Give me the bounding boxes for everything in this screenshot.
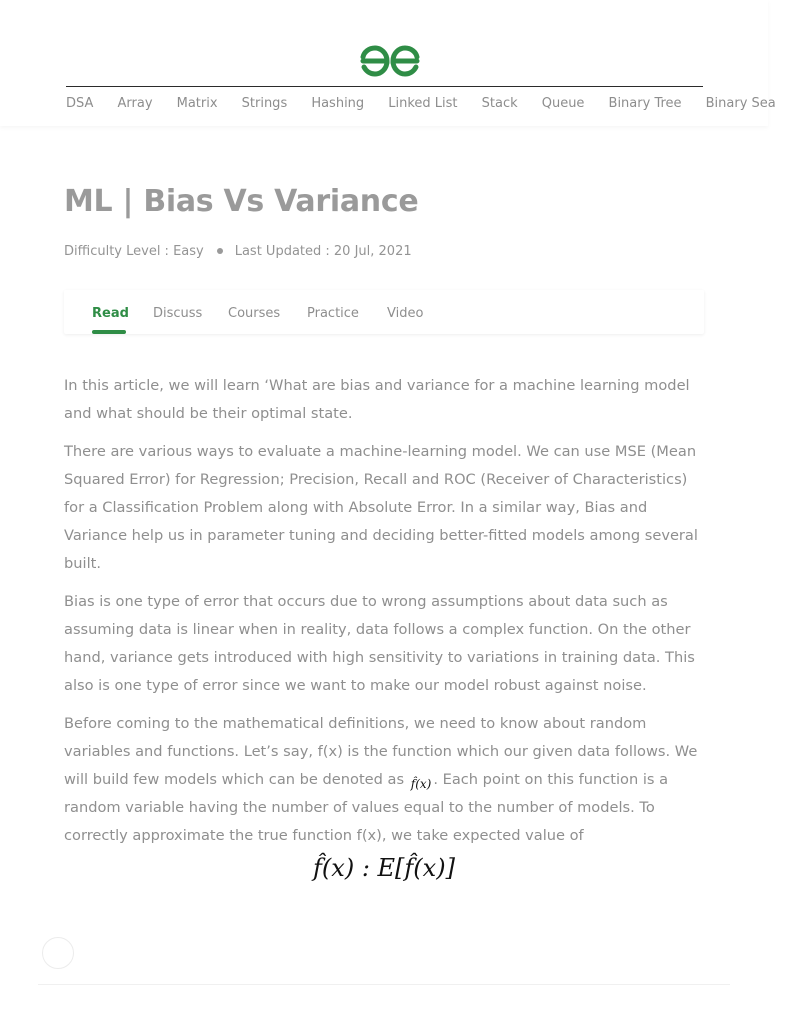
tab-courses[interactable]: Courses — [228, 306, 281, 321]
paragraph-intro: In this article, we will learn ‘What are bias and variance for a machine learning model and what should be their optimal state. — [64, 377, 690, 422]
difficulty-level: Difficulty Level : Easy — [64, 244, 204, 259]
header-divider — [66, 86, 703, 87]
paragraph-text-before: Before coming to the mathematical definitions, we need to know about random variables and functions. Let’s say, f(x) is the function which our given data follows. We will build few models which can be denoted as — [64, 715, 698, 788]
nav-item-linked-list[interactable]: Linked List — [388, 96, 458, 111]
meta-separator-dot — [217, 248, 223, 254]
footer-divider — [38, 984, 730, 985]
nav-item-matrix[interactable]: Matrix — [176, 96, 218, 111]
article-body — [64, 372, 708, 860]
nav-item-hashing[interactable]: Hashing — [311, 96, 365, 111]
topic-nav — [66, 92, 776, 118]
paragraph-evaluation: There are various ways to evaluate a machine-learning model. We can use MSE (Mean Squared Error) for Regression; Precision, Recall and ROC (Receiver of Characteristics) for a Classification Problem along with Absolute Error. In a similar way, Bias and Variance help us in parameter tuning and deciding better-fitted models among several built. — [64, 443, 698, 572]
article-tabs — [64, 290, 704, 334]
tab-discuss[interactable]: Discuss — [153, 306, 203, 321]
article-meta — [64, 244, 412, 259]
nav-item-binary-tree[interactable]: Binary Tree — [608, 96, 682, 111]
nav-item-stack[interactable]: Stack — [481, 96, 518, 111]
floating-circle-button[interactable] — [42, 937, 74, 969]
paragraph-definitions — [64, 710, 708, 850]
nav-item-strings[interactable]: Strings — [241, 96, 288, 111]
last-updated: Last Updated : 20 Jul, 2021 — [234, 244, 412, 259]
nav-item-array[interactable]: Array — [117, 96, 153, 111]
site-header — [0, 0, 776, 126]
gfg-logo-icon[interactable] — [360, 44, 420, 78]
equation-expected-value: f̂(x) : E[f̂(x)] — [313, 854, 455, 882]
nav-item-dsa[interactable]: DSA — [66, 96, 94, 111]
nav-item-queue[interactable]: Queue — [541, 96, 585, 111]
paragraph-text-after: . Each point on this function is a random variable having the number of values equal to the number of models. To correctly approximate the true function f(x), we take expected value of — [64, 771, 669, 844]
tab-practice[interactable]: Practice — [307, 306, 359, 321]
nav-item-binary-search[interactable]: Binary Sea — [705, 96, 776, 111]
paragraph-bias-variance: Bias is one type of error that occurs due to wrong assumptions about data such as assuming data is linear when in reality, data follows a complex function. On the other hand, variance gets introduced with high sensitivity to variations in training data. This also is one type of error since we want to make our model robust against noise. — [64, 593, 695, 694]
tab-video[interactable]: Video — [387, 306, 424, 321]
inline-math-fhat: f̂(x) — [410, 777, 432, 791]
active-tab-indicator — [92, 330, 126, 334]
tab-read[interactable]: Read — [92, 306, 129, 321]
article-title: ML | Bias Vs Variance — [64, 184, 419, 219]
